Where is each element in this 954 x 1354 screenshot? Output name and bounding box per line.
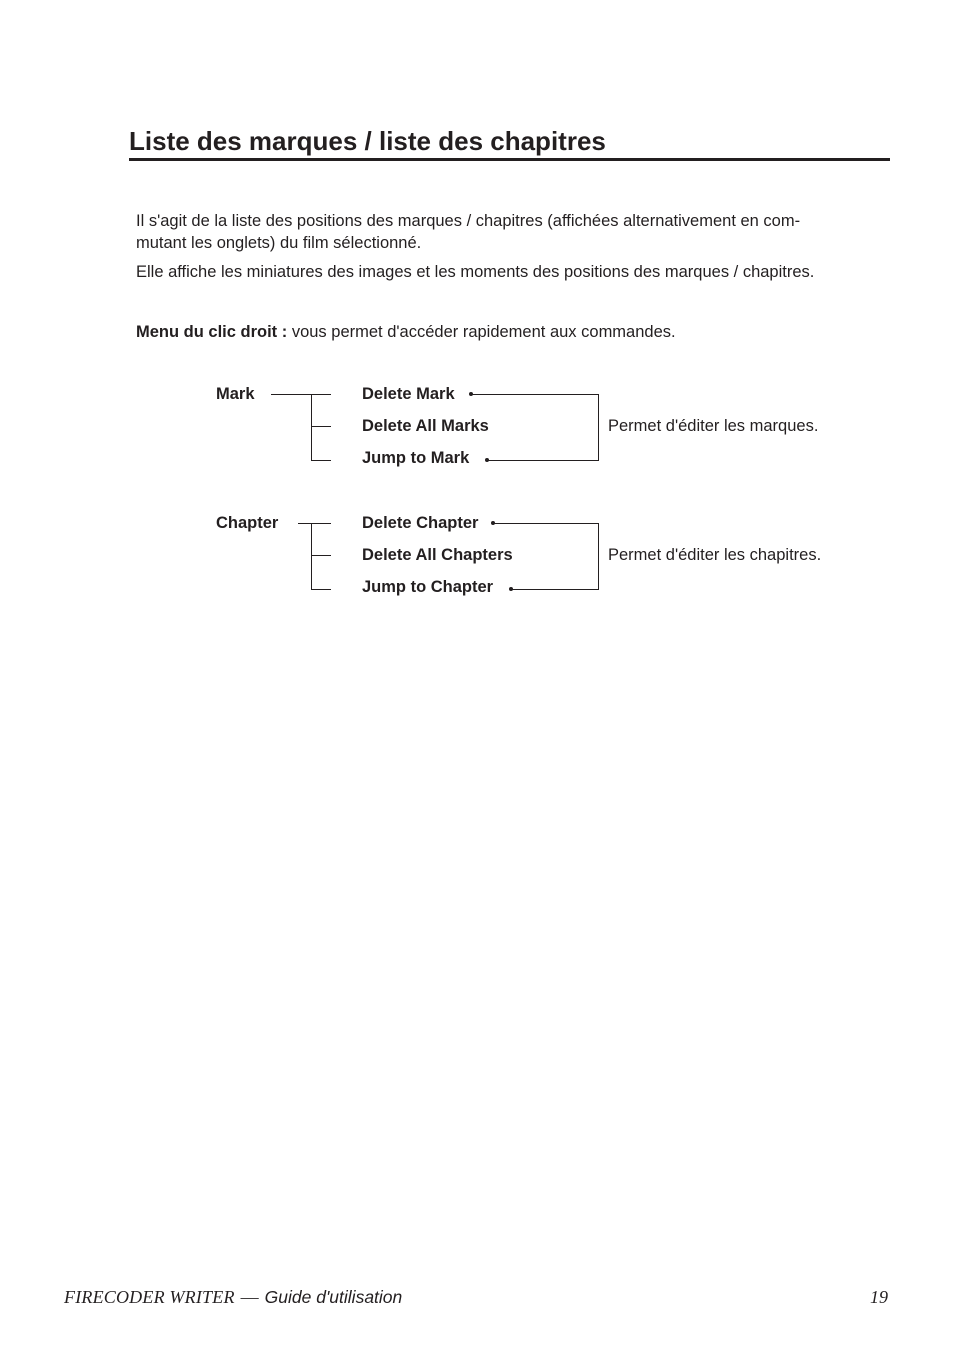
paragraph-2: Elle affiche les miniatures des images et les moments des positions des marques / chapitres. [136,263,815,281]
chapter-root-connector [298,523,331,524]
chapter-tree-trunk [311,523,312,590]
menu-item-delete-all-marks: Delete All Marks [362,417,489,435]
chapter-root-label: Chapter [216,514,279,532]
mark-bracket-top [472,394,598,395]
chapter-tree-branch [311,589,331,590]
context-menu-label: Menu du clic droit : [136,323,288,341]
context-menu-paragraph [136,321,676,343]
title-underline [129,158,890,161]
mark-tree-trunk [311,394,312,461]
footer-guide: Guide d'utilisation [264,1287,403,1307]
mark-tree-branch [311,426,331,427]
paragraph-1-line-2: mutant les onglets) du film sélectionné. [136,234,422,252]
mark-description: Permet d'éditer les marques. [608,417,819,435]
mark-root-label: Mark [216,385,255,403]
menu-item-delete-chapter: Delete Chapter [362,514,479,532]
menu-item-jump-to-mark: Jump to Mark [362,449,470,467]
mark-tree-branch [311,460,331,461]
footer-brand: FIRECODER WRITER [64,1287,235,1307]
chapter-bracket-side [598,523,599,590]
chapter-bracket-bottom [512,589,598,590]
context-menu-text: vous permet d'accéder rapidement aux commandes. [287,323,676,341]
chapter-tree-branch [311,555,331,556]
page-number: 19 [870,1287,888,1307]
footer-separator: — [240,1287,259,1307]
mark-bracket-side [598,394,599,461]
page-title: Liste des marques / liste des chapitres [129,126,606,156]
paragraph-1-line-1: Il s'agit de la liste des positions des marques / chapitres (affichées alternativement en com- [136,212,801,230]
menu-item-delete-all-chapters: Delete All Chapters [362,546,513,564]
mark-root-connector [271,394,331,395]
footer-title [64,1287,402,1308]
mark-bracket-bottom [488,460,598,461]
chapter-bracket-top [494,523,598,524]
menu-item-jump-to-chapter: Jump to Chapter [362,578,494,596]
chapter-description: Permet d'éditer les chapitres. [608,546,822,564]
menu-item-delete-mark: Delete Mark [362,385,455,403]
